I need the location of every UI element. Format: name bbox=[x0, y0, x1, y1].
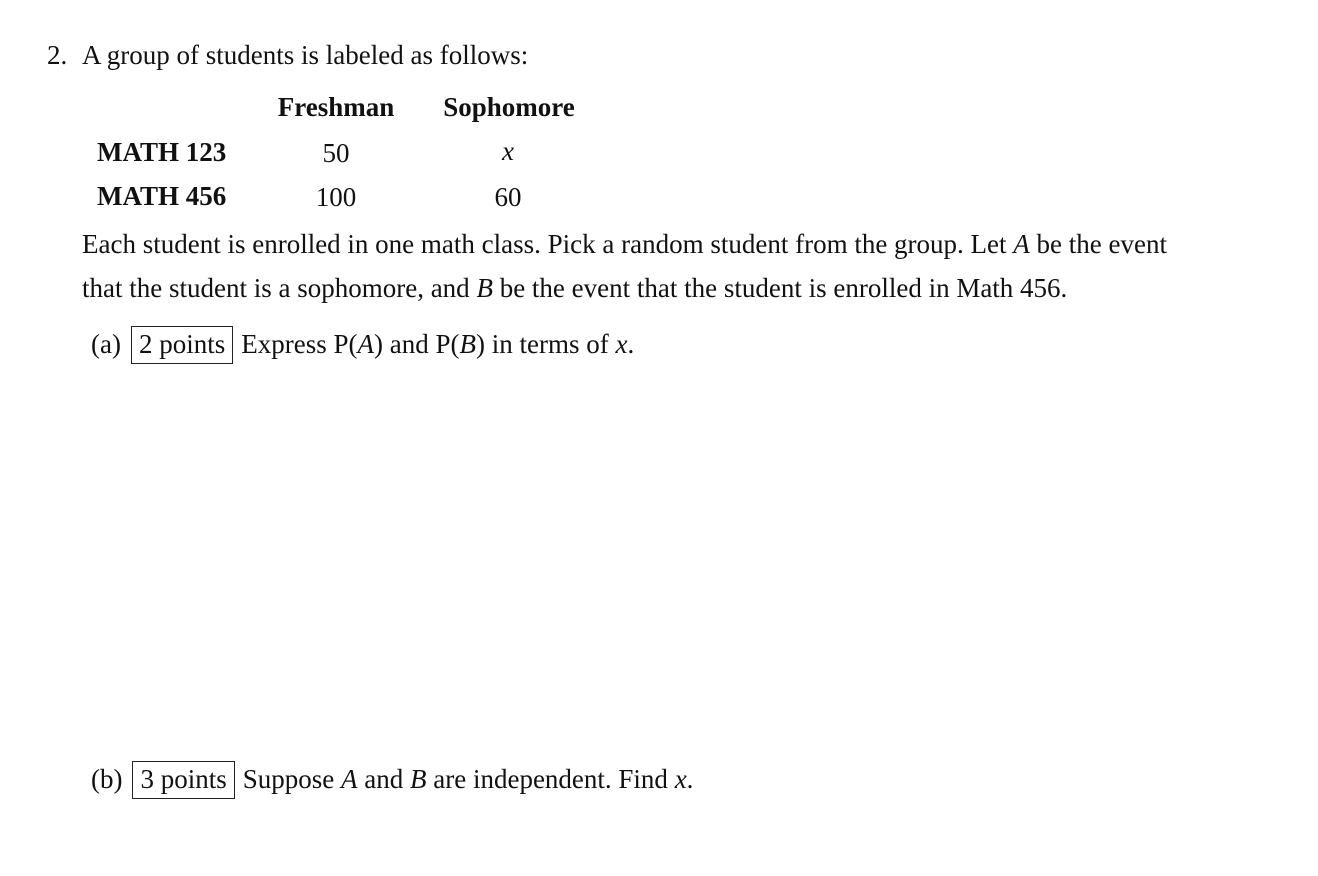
part-b bbox=[91, 761, 693, 799]
part-a bbox=[91, 326, 634, 364]
variable-x: x bbox=[615, 329, 628, 359]
description-text: that the student is a sophomore, and bbox=[82, 273, 477, 303]
part-a-label: (a) bbox=[91, 329, 121, 359]
prob-close: ) bbox=[373, 329, 383, 359]
part-b-text: are independent. Find bbox=[426, 764, 675, 794]
description-text: Each student is enrolled in one math class. Pick a random student from the group. Let bbox=[82, 229, 1014, 259]
part-b-label: (b) bbox=[91, 764, 123, 794]
part-b-text: and bbox=[357, 764, 410, 794]
description-text: be the event that the student is enrolled in Math 456. bbox=[492, 273, 1068, 303]
variable-a: A bbox=[1013, 229, 1030, 259]
col-header-freshman: Freshman bbox=[277, 92, 395, 122]
cell-math-123-freshman: 50 bbox=[322, 138, 350, 168]
part-a-text: Express bbox=[241, 329, 334, 359]
variable-a: A bbox=[357, 329, 374, 359]
row-label-math-456: MATH 456 bbox=[97, 181, 227, 211]
part-a-text: in terms of bbox=[484, 329, 616, 359]
part-a-text: . bbox=[627, 329, 635, 359]
description-line-2 bbox=[82, 275, 1067, 302]
variable-x: x bbox=[674, 764, 687, 794]
row-label-math-123: MATH 123 bbox=[97, 137, 227, 167]
part-a-text: and bbox=[382, 329, 436, 359]
problem-header bbox=[47, 42, 528, 69]
part-a-points-box: 2 points bbox=[131, 326, 233, 364]
prob-operator: P( bbox=[435, 329, 460, 359]
part-b-text: . bbox=[686, 764, 694, 794]
variable-b: B bbox=[459, 329, 476, 359]
variable-b: B bbox=[410, 764, 427, 794]
prob-operator: P( bbox=[333, 329, 358, 359]
col-header-sophomore: Sophomore bbox=[443, 92, 575, 122]
prob-close: ) bbox=[475, 329, 485, 359]
variable-b: B bbox=[476, 273, 493, 303]
description-line-1 bbox=[82, 231, 1167, 258]
problem-intro: A group of students is labeled as follows: bbox=[82, 40, 529, 70]
description-text: be the event bbox=[1029, 229, 1167, 259]
variable-a: A bbox=[341, 764, 358, 794]
cell-math-456-sophomore: 60 bbox=[494, 182, 522, 212]
cell-math-456-freshman: 100 bbox=[315, 182, 357, 212]
part-b-points-box: 3 points bbox=[132, 761, 234, 799]
problem-number: 2. bbox=[47, 40, 68, 70]
cell-math-123-sophomore: x bbox=[502, 136, 514, 166]
part-b-text: Suppose bbox=[242, 764, 342, 794]
